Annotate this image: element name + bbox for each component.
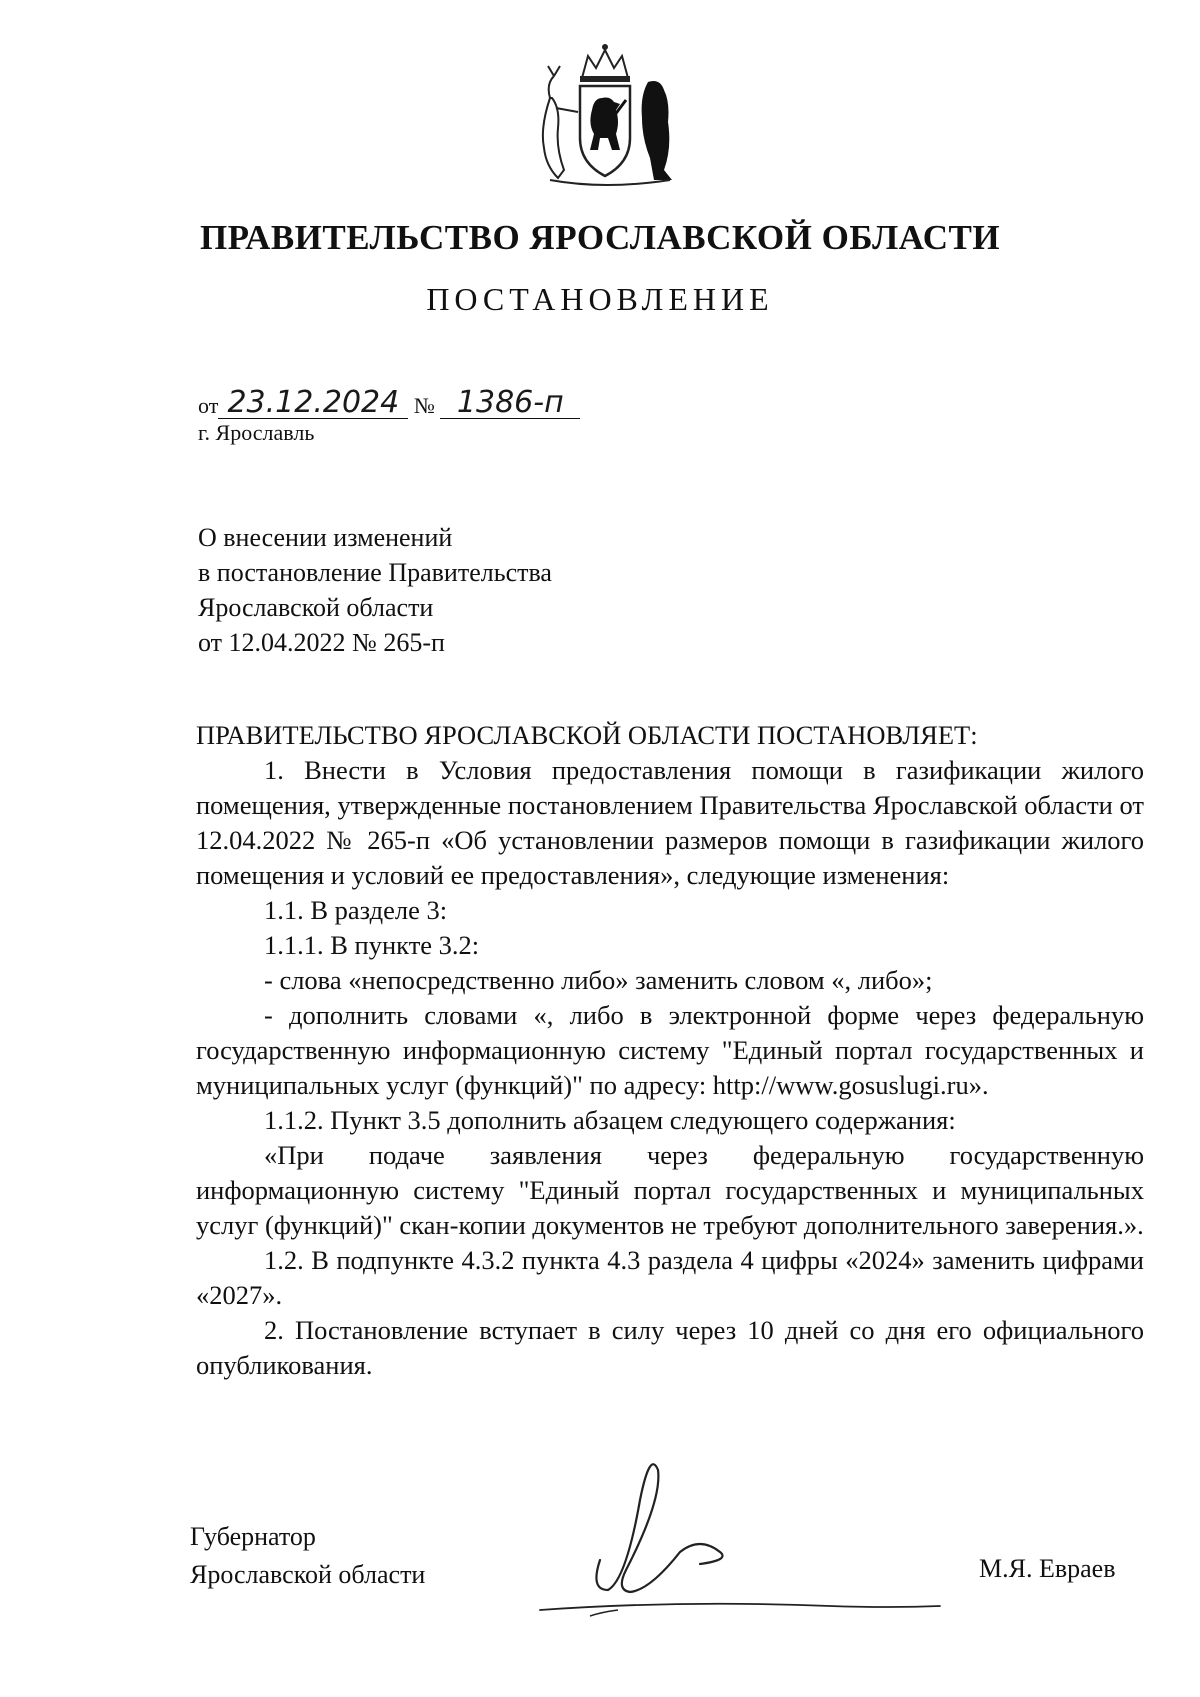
city: г. Ярославль — [198, 420, 315, 445]
paragraph: 1.1.1. В пункте 3.2: — [264, 930, 480, 960]
number-prefix: № — [413, 393, 435, 418]
handwritten-date: 23.12.2024 — [218, 388, 408, 419]
date-prefix: от — [198, 393, 219, 418]
subject-block — [198, 520, 552, 660]
resolution-heading: ПРАВИТЕЛЬСТВО ЯРОСЛАВСКОЙ ОБЛАСТИ ПОСТАНОВЛЯЕТ: — [196, 720, 978, 750]
position-line: Ярославской области — [190, 1560, 426, 1589]
registration-line — [198, 385, 580, 420]
paragraph: «При подаче заявления через федеральную государственную информационную систему "Единый портал государственных и муниципальных услуг (функций)" скан-копии документов не требуют дополнительного заверения.». — [196, 1140, 1144, 1240]
paragraph: 1.1.2. Пункт 3.5 дополнить абзацем следующего содержания: — [264, 1105, 956, 1135]
subject-line: от 12.04.2022 № 265-п — [198, 628, 445, 657]
resolution-body — [196, 718, 1144, 1383]
subject-line: О внесении изменений — [198, 523, 453, 552]
paragraph: 1. Внести в Условия предоставления помощи в газификации жилого помещения, утвержденные постановлением Правительства Ярославской области от 12.04.2022 № 265-п «Об установлении размеров помощи в газификации жилого помещения и условий ее предоставления», следующие изменения: — [196, 755, 1144, 890]
paragraph: 1.1. В разделе 3: — [264, 895, 448, 925]
subject-line: Ярославской области — [198, 593, 434, 622]
paragraph: - слова «непосредственно либо» заменить словом «, либо»; — [264, 965, 933, 995]
handwritten-number: 1386-п — [440, 388, 580, 419]
subject-line: в постановление Правительства — [198, 558, 552, 587]
paragraph: 2. Постановление вступает в силу через 10 дней со дня его официального опубликования. — [196, 1315, 1144, 1380]
paragraph: 1.2. В подпункте 4.3.2 пункта 4.3 раздела 4 цифры «2024» заменить цифрами «2027». — [196, 1245, 1144, 1310]
position-line: Губернатор — [190, 1522, 316, 1551]
paragraph: - дополнить словами «, либо в электронной форме через федеральную государственную информационную систему "Единый портал государственных и муниципальных услуг (функций)" по адресу: http://www.gosuslugi.ru». — [196, 1000, 1144, 1100]
handwritten-signature-icon — [530, 1440, 950, 1620]
document-type: ПОСТАНОВЛЕНИЕ — [426, 281, 774, 317]
signatory-position — [190, 1518, 425, 1594]
coat-of-arms-icon — [530, 38, 680, 198]
organization-title: ПРАВИТЕЛЬСТВО ЯРОСЛАВСКОЙ ОБЛАСТИ — [199, 218, 1001, 257]
signatory-name: М.Я. Евраев — [979, 1554, 1116, 1583]
